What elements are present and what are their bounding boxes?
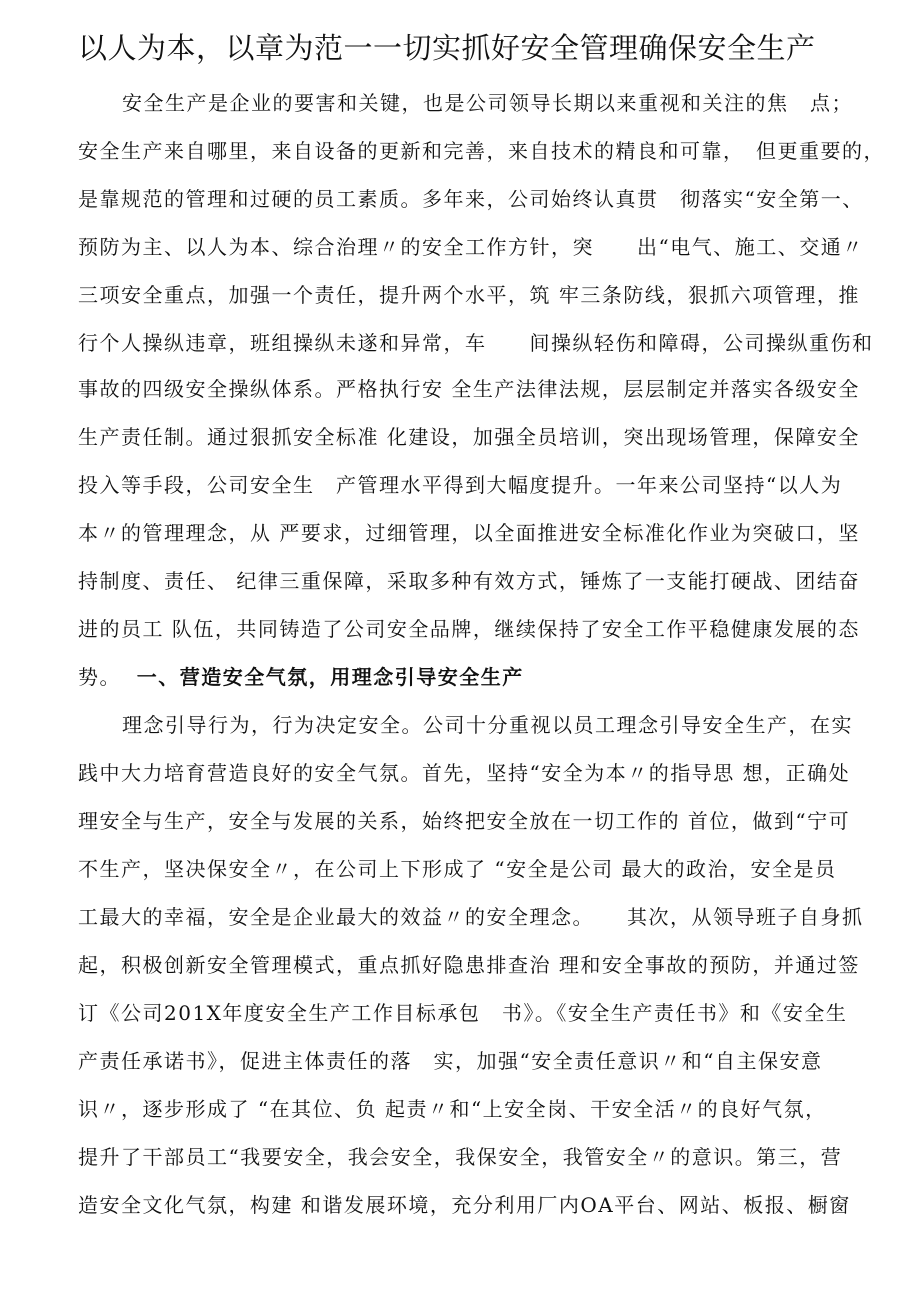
paragraph-line-with-heading: [78, 662, 524, 692]
paragraph-line: 理念引导行为，行为决定安全。公司十分重视以员工理念引导安全生产，在实: [122, 713, 853, 737]
paragraph-line: 起，积极创新安全管理模式，重点抓好隐患排查治 理和安全事故的预防，并通过签: [78, 953, 860, 977]
paragraph-line: 提升了干部员工“我要安全，我会安全，我保安全，我管安全〃的意识。第三，营: [78, 1145, 843, 1169]
paragraph-line: 安全生产来自哪里，来自设备的更新和完善，来自技术的精良和可靠， 但更重要的，: [78, 139, 885, 163]
paragraph-line: 工最大的幸福，安全是企业最大的效益〃的安全理念。 其次，从领导班子自身抓: [78, 905, 864, 929]
paragraph-line: 理安全与生产，安全与发展的关系，始终把安全放在一切工作的 首位，做到“宁可: [78, 809, 851, 833]
paragraph-line: 识〃，逐步形成了 “在其位、负 起责〃和“上安全岗、干安全活〃的良好气氛，: [78, 1097, 827, 1121]
paragraph-line: 行个人操纵违章，班组操纵未遂和异常，车 间操纵轻伤和障碍，公司操纵重伤和: [78, 331, 874, 355]
paragraph-line: 预防为主、以人为本、综合治理〃的安全工作方针，突 出“电气、施工、交通〃: [78, 235, 864, 259]
paragraph-line: 进的员工 队伍，共同铸造了公司安全品牌，继续保持了安全工作平稳健康发展的态: [78, 617, 860, 641]
paragraph-line: 产责任承诺书》，促进主体责任的落 实，加强“安全责任意识〃和“自主保安意: [78, 1049, 823, 1073]
section-heading: 一、营造安全气氛，用理念引导安全生产: [136, 665, 524, 689]
paragraph-line: 持制度、责任、 纪律三重保障，采取多种有效方式，锤炼了一支能打硬战、团结奋: [78, 569, 860, 593]
paragraph-line: 订《公司201X年度安全生产工作目标承包 书》。《安全生产责任书》和《安全生: [78, 1001, 848, 1025]
paragraph-line: 不生产，坚决保安全〃，在公司上下形成了 “安全是公司 最大的政治，安全是员: [78, 857, 837, 881]
paragraph-line: 是靠规范的管理和过硬的员工素质。多年来，公司始终认真贯 彻落实“安全第一、: [78, 187, 864, 211]
paragraph-line: 事故的四级安全操纵体系。严格执行安 全生产法律法规，层层制定并落实各级安全: [78, 377, 860, 401]
document-title: 以人为本，以章为范一一切实抓好安全管理确保安全生产: [78, 31, 816, 65]
paragraph-line: 安全生产是企业的要害和关键，也是公司领导长期以来重视和关注的焦 点；: [122, 91, 853, 115]
paragraph-line: 三项安全重点，加强一个责任，提升两个水平，筑 牢三条防线，狠抓六项管理，推: [78, 283, 860, 307]
paragraph-line: 造安全文化气氛，构建 和谐发展环境，充分利用厂内OA平台、网站、板报、橱窗: [78, 1193, 851, 1217]
paragraph-line-end: 势。: [78, 665, 121, 689]
paragraph-line: 生产责任制。通过狠抓安全标准 化建设，加强全员培训，突出现场管理，保障安全: [78, 425, 860, 449]
paragraph-line: 本〃的管理理念，从 严要求，过细管理，以全面推进安全标准化作业为突破口，坚: [78, 521, 860, 545]
paragraph-line: 践中大力培育营造良好的安全气氛。首先，坚持“安全为本〃的指导思 想，正确处: [78, 761, 851, 785]
paragraph-line: 投入等手段，公司安全生 产管理水平得到大幅度提升。一年来公司坚持“以人为: [78, 473, 843, 497]
